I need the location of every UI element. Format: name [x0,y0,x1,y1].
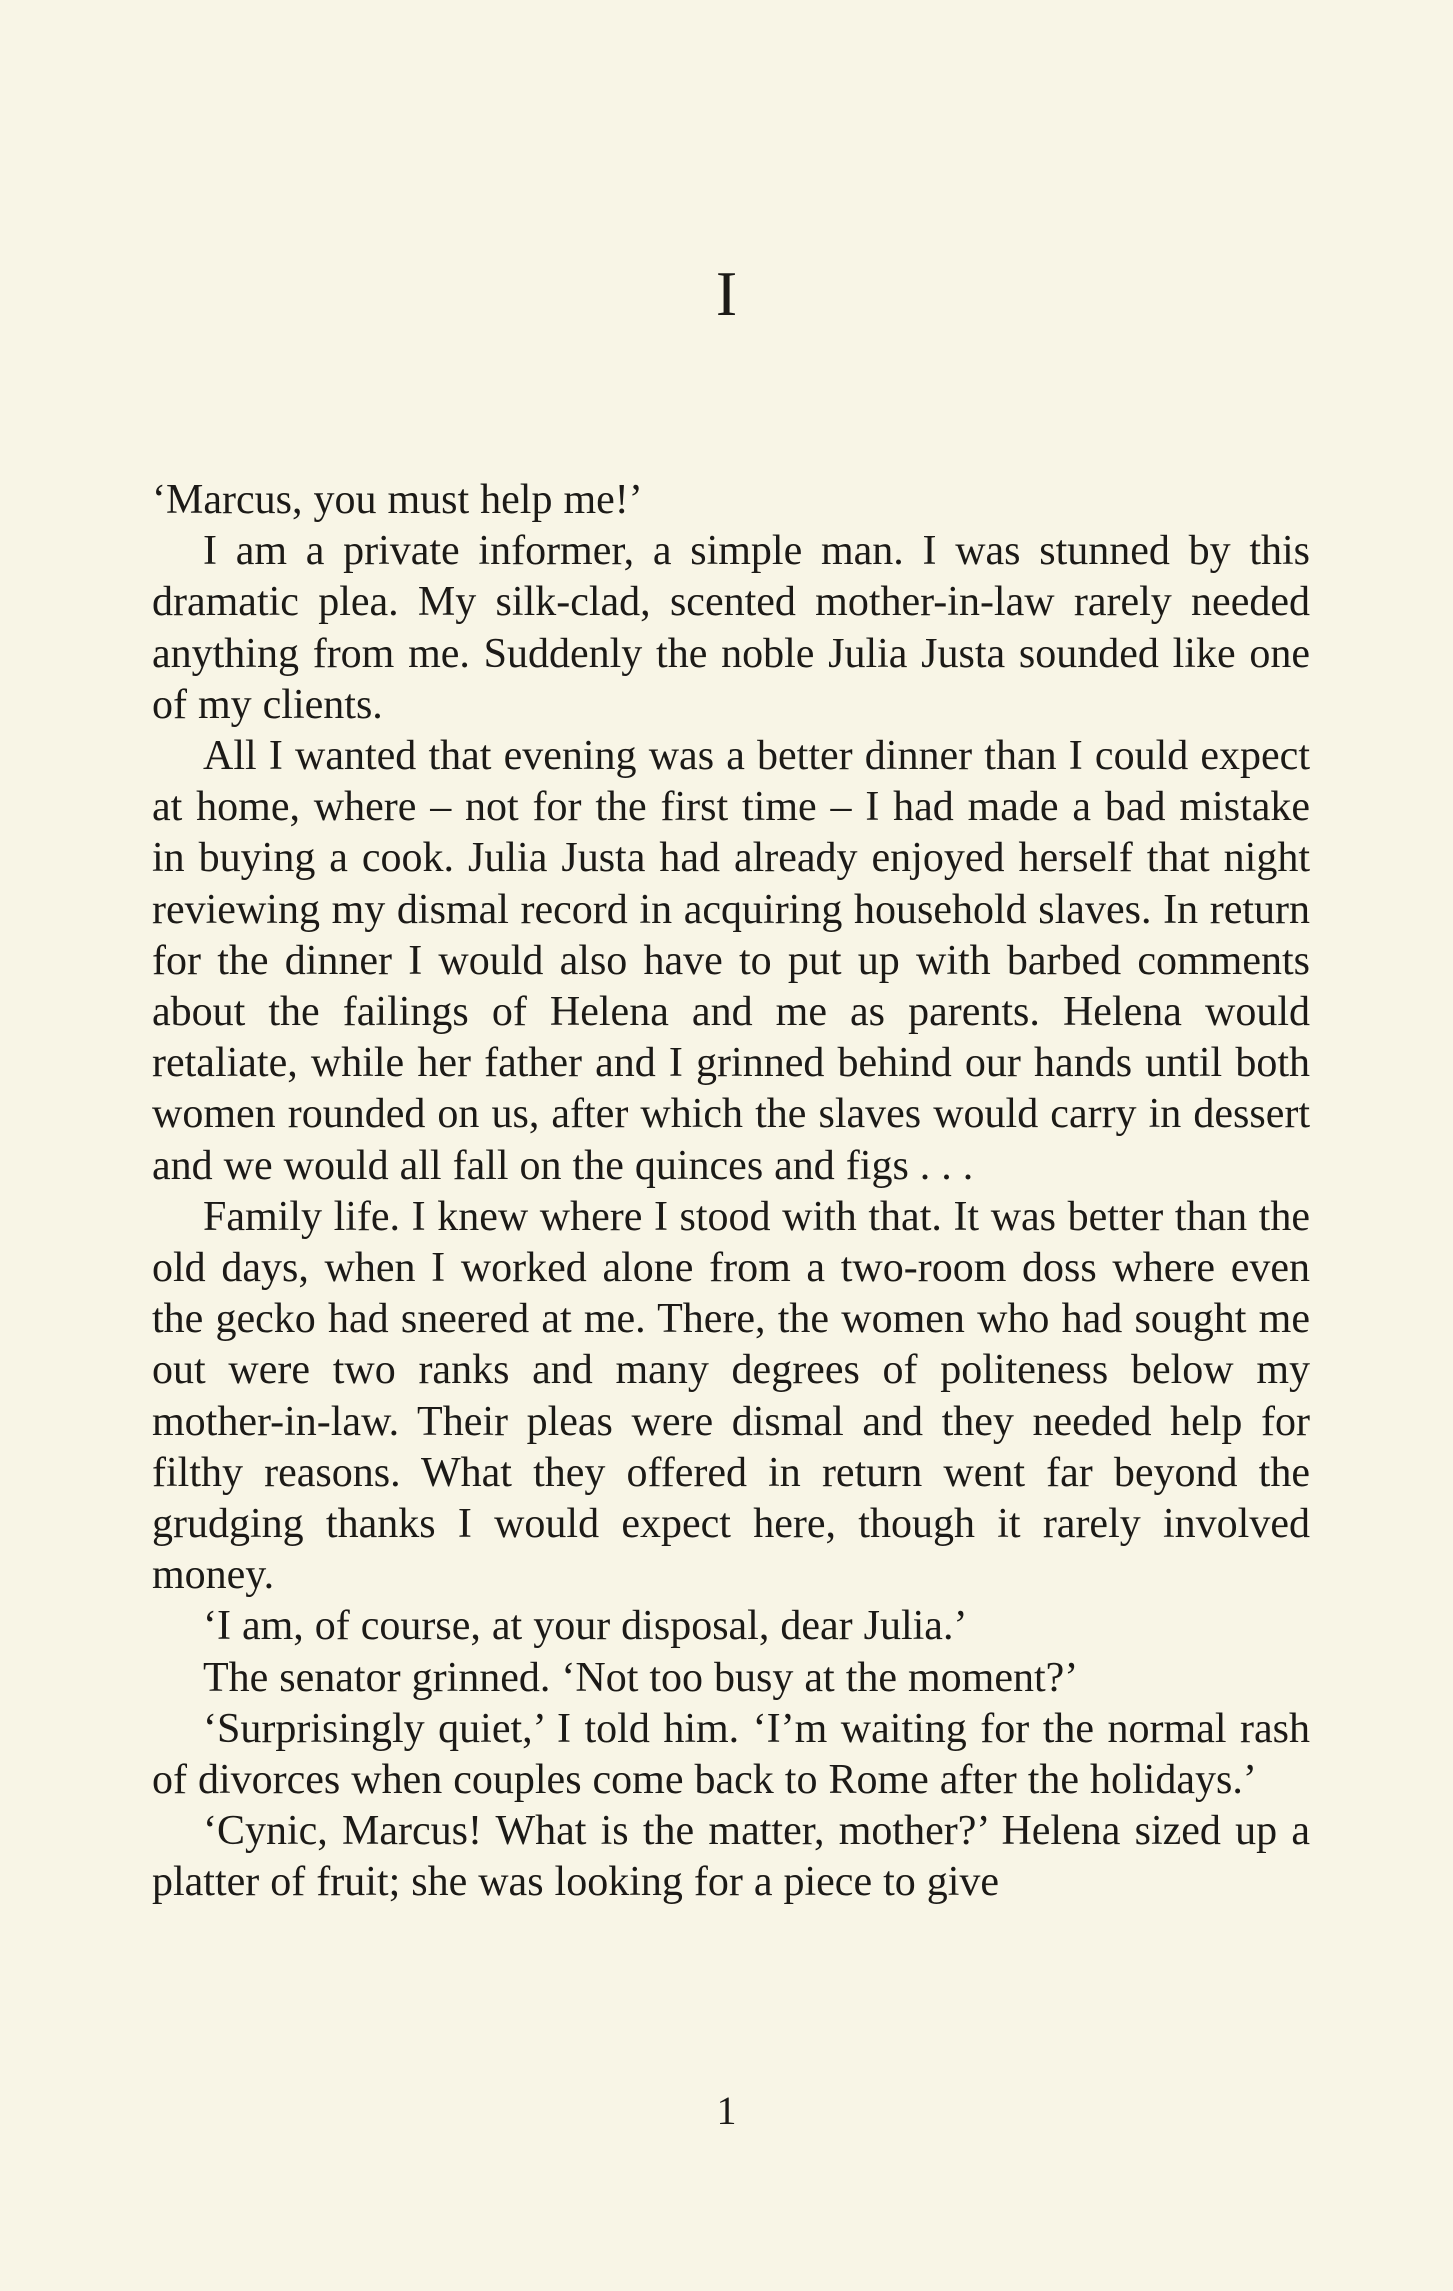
paragraph: ‘Cynic, Marcus! What is the matter, mother?’ Helena sized up a platter of fruit; she was looking for a piece to give [152,1808,1310,1906]
paragraph: I am a private informer, a simple man. I was stunned by this dramatic plea. My silk-clad, scented mother-in-law rarely needed anything from me. Suddenly the noble Julia Justa sounded like one of my clients. [152,528,1310,728]
paragraph: All I wanted that evening was a better dinner than I could expect at home, where – not for the first time – I had made a bad mistake in buying a cook. Julia Justa had already enjoyed herself that night reviewing my dismal record in acquiring household slaves. In return for the dinner I would also have to put up with barbed comments about the failings of Helena and me as parents. Helena would retaliate, while her father and I grinned behind our hands until both women rounded on us, after which the slaves would carry in dessert and we would all fall on the quinces and figs . . . [152,733,1310,1189]
paragraph: The senator grinned. ‘Not too busy at the moment?’ [203,1654,1079,1701]
page-number: 1 [716,2088,737,2133]
paragraph: ‘Marcus, you must help me!’ [152,477,643,523]
paragraph: Family life. I knew where I stood with that. It was better than the old days, when I worked alone from a two-room doss where even the gecko had sneered at me. There, the women who had sought me out were two ranks and many degrees of politeness below my mother-in-law. Their pleas were dismal and they needed help for filthy reasons. What they offered in return went far beyond the grudging thanks I would expect here, though it rarely involved money. [152,1193,1310,1599]
paragraph: ‘Surprisingly quiet,’ I told him. ‘I’m waiting for the normal rash of divorces when couples come back to Rome after the holidays.’ [152,1705,1310,1804]
chapter-body [152,475,1310,1909]
paragraph: ‘I am, of course, at your disposal, dear Julia.’ [203,1603,968,1650]
chapter-number: I [715,258,738,329]
